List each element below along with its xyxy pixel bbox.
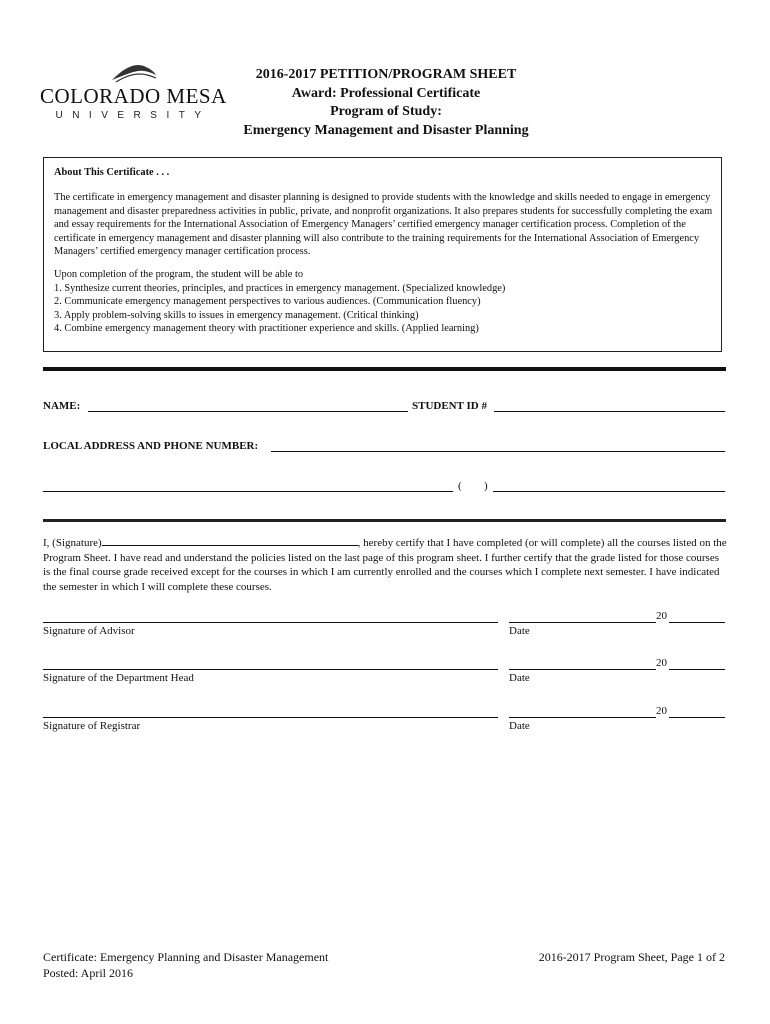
name-field[interactable] (88, 411, 408, 412)
department-head-year-field[interactable] (669, 669, 725, 670)
footer-page-info: 2016-2017 Program Sheet, Page 1 of 2 (538, 950, 725, 964)
registrar-year-prefix: 20 (656, 705, 667, 717)
footer-certificate-name: Certificate: Emergency Planning and Disaster Management (43, 950, 329, 964)
title-line-1: 2016-2017 PETITION/PROGRAM SHEET (255, 67, 517, 82)
phone-open-paren: ( (458, 480, 462, 492)
address-field[interactable] (271, 451, 725, 452)
advisor-signature-label: Signature of Advisor (43, 625, 135, 637)
phone-number-field[interactable] (493, 491, 725, 492)
department-head-date-field[interactable] (509, 669, 656, 670)
signature-prefix: I, (Signature) (43, 537, 102, 549)
advisor-date-label: Date (509, 625, 530, 637)
registrar-signature-label: Signature of Registrar (43, 720, 141, 732)
department-head-year-prefix: 20 (656, 657, 667, 669)
footer-left (43, 949, 328, 981)
about-paragraph: The certificate in emergency management and disaster planning is designed to provide students with the knowledge and skills needed to engage in emergency management and disaster preparedness activities in public, private, and nonprofit organizations. It also prepares students for successfully completing the exam and essay requirements for the International Association of Emergency Managers’ certified emergency manager certification process. Completion of the certificate in emergency management and disaster planning will also contribute to the training requirements for the International Association of Emergency Managers’ certified emergency manager certification process. (54, 192, 713, 258)
title-line-2: Award: Professional Certificate (291, 85, 481, 101)
address-label: LOCAL ADDRESS AND PHONE NUMBER: (43, 440, 259, 452)
title-line-4: Emergency Management and Disaster Planning (243, 122, 529, 138)
address-line-2-field[interactable] (43, 491, 453, 492)
title-line-3: Program of Study: (330, 104, 442, 119)
department-head-signature-field[interactable] (43, 669, 498, 670)
name-label: NAME: (43, 400, 81, 412)
registrar-date-label: Date (509, 720, 530, 732)
certification-signature-field[interactable] (102, 535, 358, 546)
department-head-signature-label: Signature of the Department Head (43, 672, 194, 684)
student-id-label: STUDENT ID # (412, 400, 487, 412)
about-heading: About This Certificate . . . (54, 167, 170, 178)
outcome-item: 3. Apply problem-solving skills to issues in emergency management. (Critical thinking) (54, 309, 419, 321)
department-head-date-label: Date (509, 672, 530, 684)
advisor-signature-field[interactable] (43, 622, 498, 623)
certification-statement (43, 535, 727, 594)
mesa-mountain-icon (110, 62, 158, 84)
certification-text: , hereby certify that I have completed (or will complete) all the courses listed on the Program Sheet. I have read and understand the policies listed on the last page of this program sheet. I further certify that the grade listed for those courses is the final course grade received except for the courses in which I am currently enrolled and the courses which I complete next semester. I have indicated the semester in which I will complete these courses. (43, 537, 727, 593)
outcome-item: 2. Communicate emergency management perspectives to various audiences. (Communication fluency) (54, 296, 481, 308)
phone-close-paren: ) (484, 480, 488, 492)
area-code-field[interactable] (465, 480, 483, 494)
document-title (222, 66, 550, 140)
advisor-year-field[interactable] (669, 622, 725, 623)
logo-wordmark: COLORADO MESA (40, 84, 227, 108)
student-id-field[interactable] (494, 411, 725, 412)
advisor-year-prefix: 20 (656, 610, 667, 622)
outcome-item: 4. Combine emergency management theory with practitioner experience and skills. (Applied learning) (54, 323, 479, 335)
logo-subtitle: UNIVERSITY (55, 110, 211, 121)
registrar-date-field[interactable] (509, 717, 656, 718)
university-logo (40, 62, 227, 132)
registrar-year-field[interactable] (669, 717, 725, 718)
footer-posted-date: Posted: April 2016 (43, 966, 134, 980)
section-divider (43, 519, 726, 522)
outcomes-intro: Upon completion of the program, the student will be able to (54, 269, 304, 281)
section-divider-thick (43, 367, 726, 371)
about-certificate-box (43, 157, 722, 352)
outcome-item: 1. Synthesize current theories, principles, and practices in emergency management. (Specialized knowledge) (54, 282, 506, 294)
advisor-date-field[interactable] (509, 622, 656, 623)
registrar-signature-field[interactable] (43, 717, 498, 718)
